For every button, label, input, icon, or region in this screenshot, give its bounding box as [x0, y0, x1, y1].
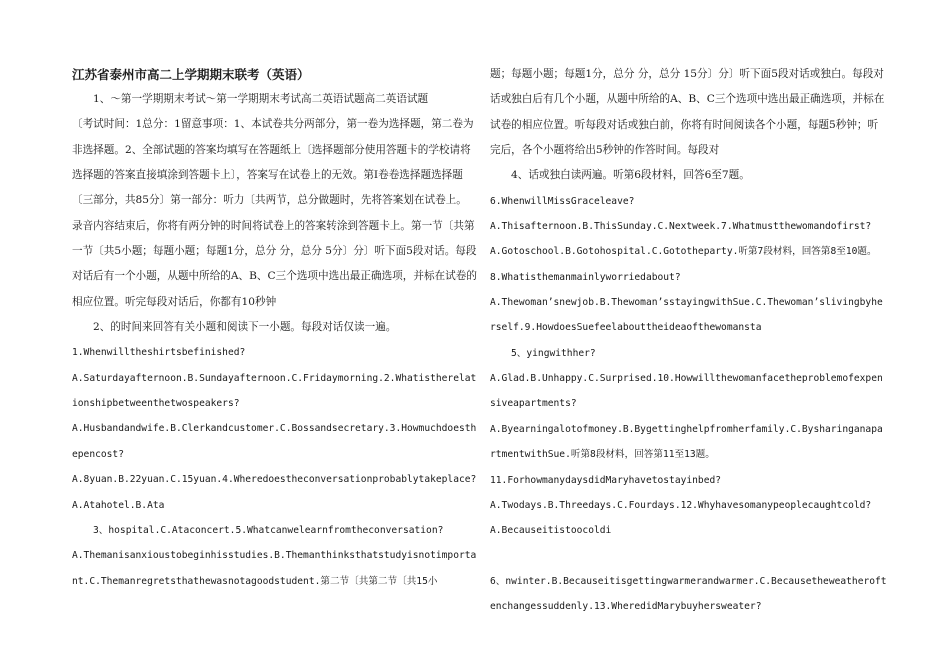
question-paragraph: A.Thewoman’snewjob.B.Thewoman’sstayingwithSue.C.Thewoman’slivingbyherself.9.HowdoesSuefeelabouttheideaofthewomansta [490, 297, 883, 334]
left-column [72, 62, 477, 594]
question-paragraph: 1.Whenwilltheshirtsbefinished? [72, 347, 246, 359]
question-paragraph: A.Themanisanxioustobeginhisstudies.B.Themanthinksthatstudyisnotimportant.C.Themanregretsthathewasnotagoodstudent.第二节〔共第二节〔共15小 [72, 550, 477, 587]
question-paragraph: A.Gotoschool.B.Gotohospital.C.Gototheparty.听第7段材料，回答第8至10题。8.Whatisthemanmainlyworriedabout? [490, 246, 877, 283]
question-paragraph: 5、yingwithher? [511, 347, 596, 359]
instruction-paragraph: 4、话或独白读两遍。听第6段材料，回答6至7题。 [511, 169, 750, 182]
right-column [490, 62, 888, 619]
question-paragraph: A.Husbandandwife.B.Clerkandcustomer.C.Bossandsecretary.3.Howmuchdoesthepencost? [72, 423, 477, 460]
instruction-paragraph: 题；每题小题；每题1分，总分 分，总分 15分〕分〕听下面5段对话或独白。每段对话或独白后有几个小题，从题中所给的A、B、C三个选项中选出最正确选项，并标在试卷的相应位置。听每段对话或独白前，你将有时间阅读各个小题，每题5秒钟；听完后，各个小题将给出5秒钟的作答时间。每段对 [490, 68, 885, 157]
question-paragraph: A.Becauseitistoocoldi [490, 525, 612, 537]
instruction-paragraph: 1、～第一学期期末考试～第一学期期末考试高二英语试题高二英语试题 [93, 93, 429, 105]
instruction-paragraph: 〔考试时间：1总分：1留意事项：1、本试卷共分两部分，第一卷为选择题，第二卷为非选择题。2、全部试题的答案均填写在答题纸上〔选择题部分使用答题卡的学校请将选择题的答案直接填涂到答题卡上〕，答案写在试卷上的无效。第Ⅰ卷卷选择题选择题〔三部分，共85分〕第一部分：听力〔共两节，总分做题时，先将答案划在试卷上。录音内容结束后，你将有两分钟的时间将试卷上的答案转涂到答题卡上。第一节〔共第一节〔共5小题；每题小题；每题1分，总分 分，总分 5分〕分〕听下面5段对话。每段对话后有一个小题，从题中所给的A、B、C三个选项中选出最正确选项，并标在试卷的相应位置。听完每段对话后，你都有10秒钟 [72, 118, 477, 308]
paragraph-gap [490, 544, 888, 569]
left-column-body [72, 87, 477, 594]
question-paragraph: 3、hospital.C.Ataconcert.5.Whatcanwelearnfromtheconversation? [93, 524, 444, 536]
question-paragraph: A.8yuan.B.22yuan.C.15yuan.4.Wheredoestheconversationprobablytakeplace?A.Atahotel.B.Ata [72, 474, 477, 511]
question-paragraph: A.Thisafternoon.B.ThisSunday.C.Nextweek.7.Whatmustthewomandofirst? [490, 221, 872, 233]
question-paragraph: 6.WhenwillMissGraceleave? [490, 195, 635, 207]
question-paragraph: A.Glad.B.Unhappy.C.Surprised.10.Howwillthewomanfacetheproblemofexpensiveapartments? [490, 373, 883, 410]
question-paragraph: 6、nwinter.B.Becauseitisgettingwarmerandwarmer.C.Becausetheweatheroftenchangessuddenly.13.WheredidMarybuyhersweater? [490, 575, 887, 612]
question-paragraph: A.Saturdayafternoon.B.Sundayafternoon.C.Fridaymorning.2.Whatistherelationshipbetweenthetwospeakers? [72, 372, 477, 410]
document-title: 江苏省泰州市高二上学期期末联考（英语） [72, 67, 310, 82]
question-paragraph: A.Twodays.B.Threedays.C.Fourdays.12.Whyhavesomanypeoplecaughtcold? [490, 499, 872, 511]
question-paragraph: A.Byearningalotofmoney.B.Bygettinghelpfromherfamily.C.BysharinganapartmentwithSue.听第8段材料，回答第11至13题。 [490, 423, 883, 461]
right-column-body [490, 62, 888, 619]
question-paragraph: 11.ForhowmanydaysdidMaryhavetostayinbed? [490, 474, 722, 486]
instruction-paragraph: 2、的时间来回答有关小题和阅读下一小题。每段对话仅读一遍。 [93, 321, 397, 334]
